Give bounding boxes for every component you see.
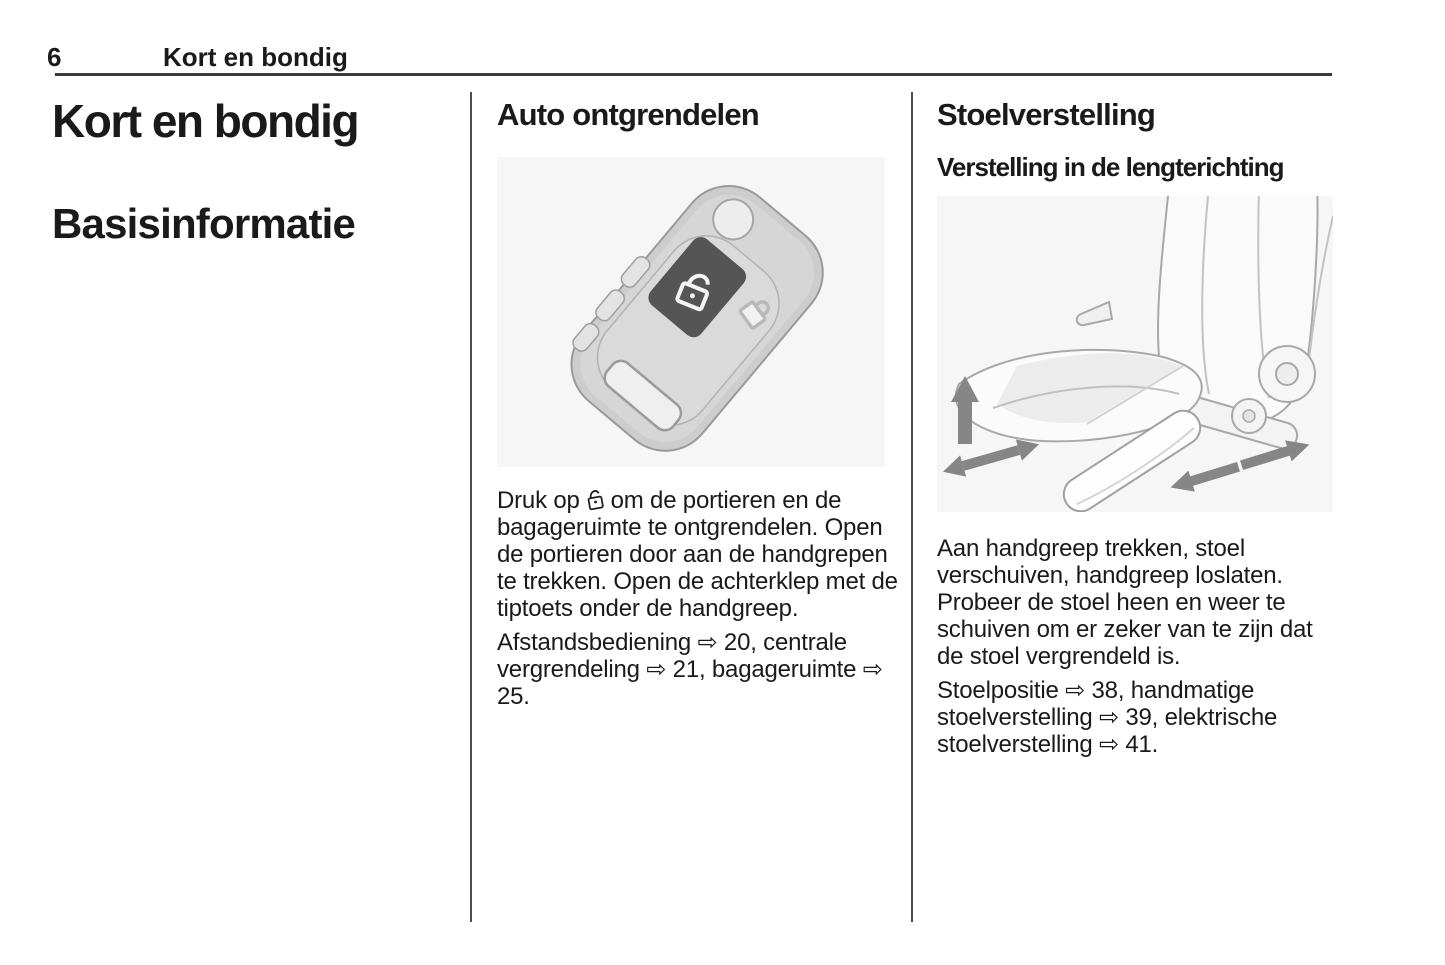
subsection-heading-lengterichting: Verstelling in de lengterichting <box>937 152 1284 182</box>
column-separator-left <box>470 92 472 922</box>
seat-references: Stoelpositie ⇨ 38, handmatige stoelverstelling ⇨ 39, elektrische stoelverstelling ⇨ 41. <box>937 677 1278 758</box>
column-separator-right <box>911 92 913 922</box>
unlock-icon <box>585 487 605 511</box>
slide-arrow-right-down <box>1167 456 1241 498</box>
chapter-heading: Kort en bondig <box>52 95 359 147</box>
key-fob-figure <box>497 157 885 467</box>
section-heading-basisinformatie: Basisinformatie <box>52 200 356 247</box>
unlock-paragraph <box>497 487 899 622</box>
unlock-paragraph-text-2: om de portieren en de bagageruimte te ontgrendelen. Open de portieren door aan de handgrepen te trekken. Open de achterklep met de tiptoets onder de handgreep. <box>497 487 898 622</box>
key-fob-remote-illustration <box>497 157 885 467</box>
seat-longitudinal-adjustment-illustration <box>937 196 1333 512</box>
running-chapter-title: Kort en bondig <box>163 42 348 72</box>
header-rule <box>55 73 1332 76</box>
seat-paragraph: Aan handgreep trekken, stoel verschuiven, handgreep loslaten. Probeer de stoel heen en weer te schuiven om er zeker van te zijn dat de stoel vergrendeld is. <box>937 535 1313 670</box>
page-number: 6 <box>47 42 62 72</box>
unlock-references: Afstandsbediening ⇨ 20, centrale vergrendeling ⇨ 21, bagageruimte ⇨ 25. <box>497 629 883 710</box>
section-heading-stoelverstelling: Stoelverstelling <box>937 97 1156 132</box>
slide-arrow-left <box>940 434 1042 483</box>
seat-adjustment-figure <box>937 196 1333 512</box>
section-heading-auto-ontgrendelen: Auto ontgrendelen <box>497 97 759 132</box>
unlock-paragraph-text-1: Druk op <box>497 487 580 514</box>
